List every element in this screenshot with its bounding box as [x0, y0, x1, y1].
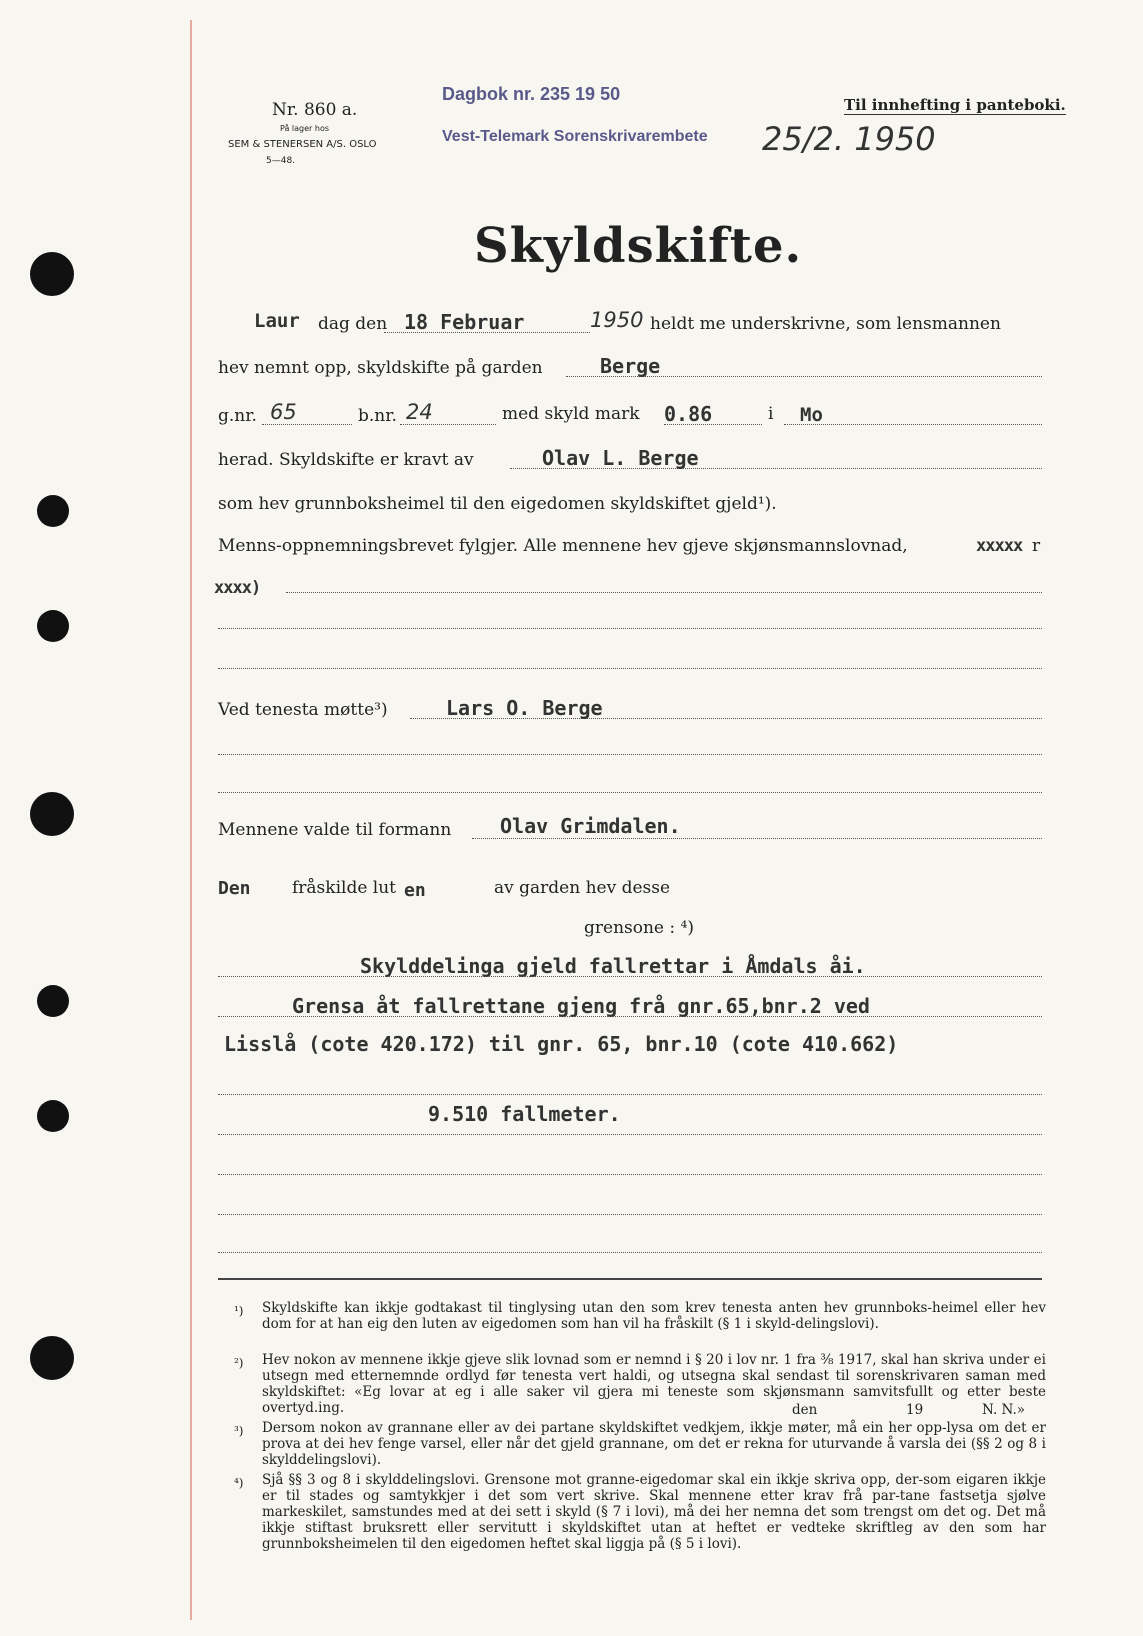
- body-line: 9.510 fallmeter.: [428, 1102, 621, 1126]
- date-field: 18 Februar: [404, 310, 525, 334]
- form-label: i: [768, 404, 774, 424]
- form-label: b.nr.: [358, 406, 397, 426]
- printer-line: SEM & STENERSEN A/S. OSLO: [228, 139, 377, 150]
- footnote-2-den: den: [792, 1402, 818, 1418]
- skyld-field: 0.86: [664, 402, 713, 426]
- fill-line: [218, 792, 1042, 793]
- form-text: Menns-oppnemningsbrevet fylgjer. Alle mennene hev gjeve skjønsmannslovnad,: [218, 536, 908, 556]
- fill-line: [218, 1214, 1042, 1215]
- form-label: heldt me underskrivne, som lensmannen: [650, 314, 1001, 334]
- form-label: g.nr.: [218, 406, 257, 426]
- fill-line: [218, 1174, 1042, 1175]
- top-right-note: Til innhefting i panteboki.: [844, 96, 1066, 114]
- fill-line: [218, 1016, 1042, 1017]
- gnr-field: 65: [270, 400, 297, 424]
- form-label: Ved tenesta møtte³): [218, 700, 388, 720]
- printer-line: På lager hos: [280, 124, 329, 133]
- footnote-4: Sjå §§ 3 og 8 i skylddelingslovi. Grensone mot granne-eigedomar skal ein ikkje skriva opp, der-som eigaren ikkje er til stades og samtykkjer i det som vert skrive. Skal mennene etter krav frå par-tane fastsetja sjølve markeskilet, samstundes med at dei sett i skyld (§ 7 i lovi), må dei her nemna det som trengst om det og. Det må ikkje stiftast bruksrett eller servitutt i skyldskiftet utan at heftet er vedteke skriftleg av den som har grunnboksheimelen til den eigedomen heftet skal liggja på (§ 5 i lovi).: [262, 1472, 1046, 1552]
- punch-hole-icon: [30, 252, 74, 296]
- form-label: fråskilde lut: [292, 878, 397, 898]
- punch-hole-icon: [37, 610, 69, 642]
- attendee-field: Lars O. Berge: [446, 696, 603, 720]
- diary-stamp: Dagbok nr. 235 19 50: [442, 84, 621, 104]
- punch-hole-icon: [37, 495, 69, 527]
- office-stamp: Vest-Telemark Sorenskrivarembete: [442, 128, 708, 145]
- form-label: Mennene valde til formann: [218, 820, 452, 840]
- weekday-field: Laur: [254, 310, 300, 332]
- form-label: dag den: [318, 314, 388, 334]
- divider: [218, 1278, 1042, 1280]
- footnote-2-year: 19: [906, 1402, 924, 1418]
- footnote-number: ²): [234, 1356, 244, 1370]
- form-field: en: [404, 880, 426, 901]
- form-number: Nr. 860 a.: [272, 100, 358, 120]
- fill-line: [218, 1252, 1042, 1253]
- fill-line: [218, 976, 1042, 977]
- fill-line: [286, 592, 1042, 593]
- body-line: Grensa åt fallrettane gjeng frå gnr.65,bnr.2 ved: [292, 994, 870, 1018]
- requester-field: Olav L. Berge: [542, 446, 699, 470]
- form-label: grensone : ⁴): [584, 918, 694, 938]
- fill-line: [400, 424, 496, 425]
- chairman-field: Olav Grimdalen.: [500, 814, 681, 838]
- footnote-2-signature: N. N.»: [982, 1402, 1026, 1418]
- punch-hole-icon: [37, 985, 69, 1017]
- body-line: Skylddelinga gjeld fallrettar i Åmdals åi.: [360, 954, 866, 978]
- fill-line: [262, 424, 352, 425]
- form-label: hev nemnt opp, skyldskifte på garden: [218, 358, 543, 378]
- footnote-3: Dersom nokon av grannane eller av dei partane skyldskiftet vedkjem, ikkje møter, må ein her opp-lysa om det er prova at dei hev fenge varsel, eller når det gjeld grannane, om det er rekna for uturvande å varsla dei (§§ 2 og 8 i skylddelingslovi).: [262, 1420, 1046, 1468]
- form-text: som hev grunnboksheimel til den eigedomen skyldskiftet gjeld¹).: [218, 494, 777, 514]
- footnote-number: ⁴): [234, 1476, 244, 1490]
- fill-line: [218, 1134, 1042, 1135]
- struck-text: xxxx): [214, 578, 261, 598]
- footnote-2: Hev nokon av mennene ikkje gjeve slik lovnad som er nemnd i § 20 i lov nr. 1 fra ⅜ 1917, skal han skriva under ei utsegn med etternemnde ordlyd før tenesta vert haldi, og utsegna skal sendast til sorenskrivaren saman med skyldskiftet: «Eg lovar at eg i alle saker vil gjera mi teneste som skjønsmann samvitsfullt og etter beste overtyd.ing.: [262, 1352, 1046, 1416]
- document-title: Skyldskifte.: [474, 218, 803, 274]
- form-field: Den: [218, 878, 251, 899]
- punch-hole-icon: [30, 792, 74, 836]
- footnote-1: Skyldskifte kan ikkje godtakast til tinglysing utan den som krev tenesta anten hev grunnboks-heimel eller hev dom for at han eig den luten av eigedomen som han vil ha fråskilt (§ 1 i skyld-delingslovi).: [262, 1300, 1046, 1332]
- form-label: herad. Skyldskifte er kravt av: [218, 450, 474, 470]
- punch-hole-icon: [37, 1100, 69, 1132]
- form-label: av garden hev desse: [494, 878, 671, 898]
- footnote-number: ¹): [234, 1304, 244, 1318]
- form-text: r: [1032, 536, 1041, 556]
- bnr-field: 24: [406, 400, 433, 424]
- year-field: 1950: [590, 308, 644, 332]
- farm-field: Berge: [600, 354, 661, 378]
- punch-hole-icon: [30, 1336, 74, 1380]
- fill-line: [218, 1094, 1042, 1095]
- body-line: Lisslå (cote 420.172) til gnr. 65, bnr.10 (cote 410.662): [224, 1032, 899, 1056]
- margin-rule: [190, 20, 192, 1620]
- struck-text: xxxxx: [976, 536, 1023, 556]
- handwritten-date: 25/2. 1950: [762, 120, 936, 158]
- fill-line: [218, 628, 1042, 629]
- municipality-field: Mo: [800, 404, 823, 426]
- form-label: med skyld mark: [502, 404, 640, 424]
- fill-line: [218, 754, 1042, 755]
- fill-line: [218, 668, 1042, 669]
- fill-line: [472, 838, 1042, 839]
- footnote-number: ³): [234, 1424, 244, 1438]
- printer-line: 5—48.: [266, 156, 296, 166]
